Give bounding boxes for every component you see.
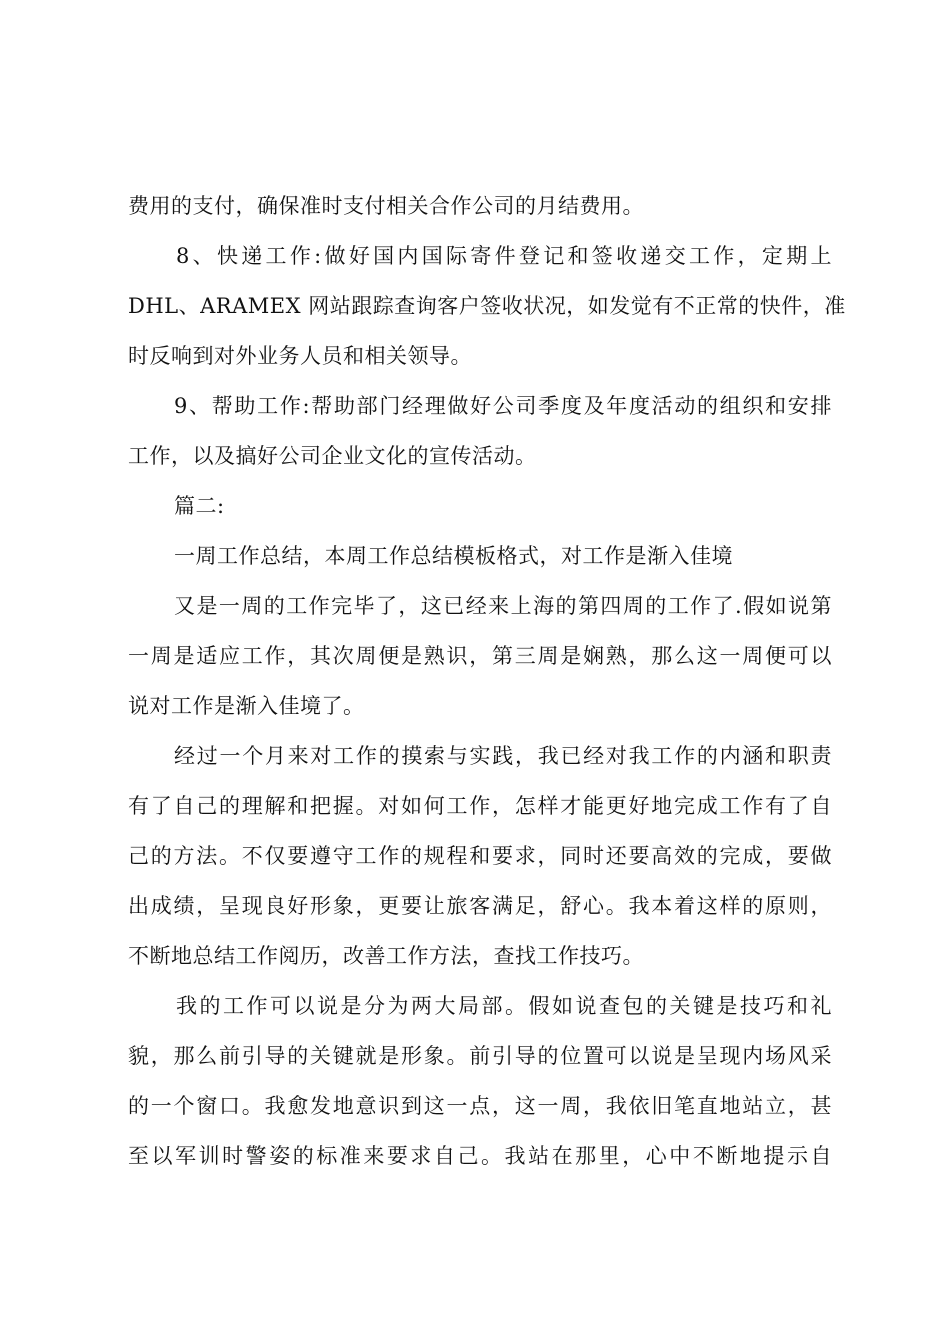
text-line: 有了自己的理解和把握。对如何工作，怎样才能更好地完成工作有了自 <box>128 794 832 818</box>
text-line: 工作，以及搞好公司企业文化的宣传活动。 <box>128 444 537 468</box>
text-line: 我的工作可以说是分为两大局部。假如说查包的关键是技巧和礼 <box>176 994 832 1018</box>
text-line: 经过一个月来对工作的摸索与实践，我已经对我工作的内涵和职责 <box>174 744 832 768</box>
text-line: 说对工作是渐入佳境了。 <box>128 694 365 718</box>
section-subtitle: 一周工作总结，本周工作总结模板格式，对工作是渐入佳境 <box>174 544 733 568</box>
section-heading: 篇二: <box>174 494 225 518</box>
text-line: 9、帮助工作:帮助部门经理做好公司季度及年度活动的组织和安排 <box>174 394 832 418</box>
text-line: 又是一周的工作完毕了，这已经来上海的第四周的工作了.假如说第 <box>174 594 832 618</box>
text-line: 不断地总结工作阅历，改善工作方法，查找工作技巧。 <box>128 944 644 968</box>
text-line: 出成绩，呈现良好形象，更要让旅客满足，舒心。我本着这样的原则， <box>128 894 832 918</box>
text-line: 貌，那么前引导的关键就是形象。前引导的位置可以说是呈现内场风采 <box>128 1044 832 1068</box>
text-line: 至以军训时警姿的标准来要求自己。我站在那里，心中不断地提示自 <box>128 1144 832 1168</box>
text-line: 己的方法。不仅要遵守工作的规程和要求，同时还要高效的完成，要做 <box>128 844 832 868</box>
text-line: 一周是适应工作，其次周便是熟识，第三周是娴熟，那么这一周便可以 <box>128 644 832 668</box>
text-line: DHL、ARAMEX 网站跟踪查询客户签收状况，如发觉有不正常的快件，准 <box>128 294 846 318</box>
text-line: 的一个窗口。我愈发地意识到这一点，这一周，我依旧笔直地站立，甚 <box>128 1094 832 1118</box>
text-line: 时反响到对外业务人员和相关领导。 <box>128 344 472 368</box>
text-line: 费用的支付，确保准时支付相关合作公司的月结费用。 <box>128 194 644 218</box>
text-line: 8、快递工作:做好国内国际寄件登记和签收递交工作，定期上 <box>176 244 832 268</box>
